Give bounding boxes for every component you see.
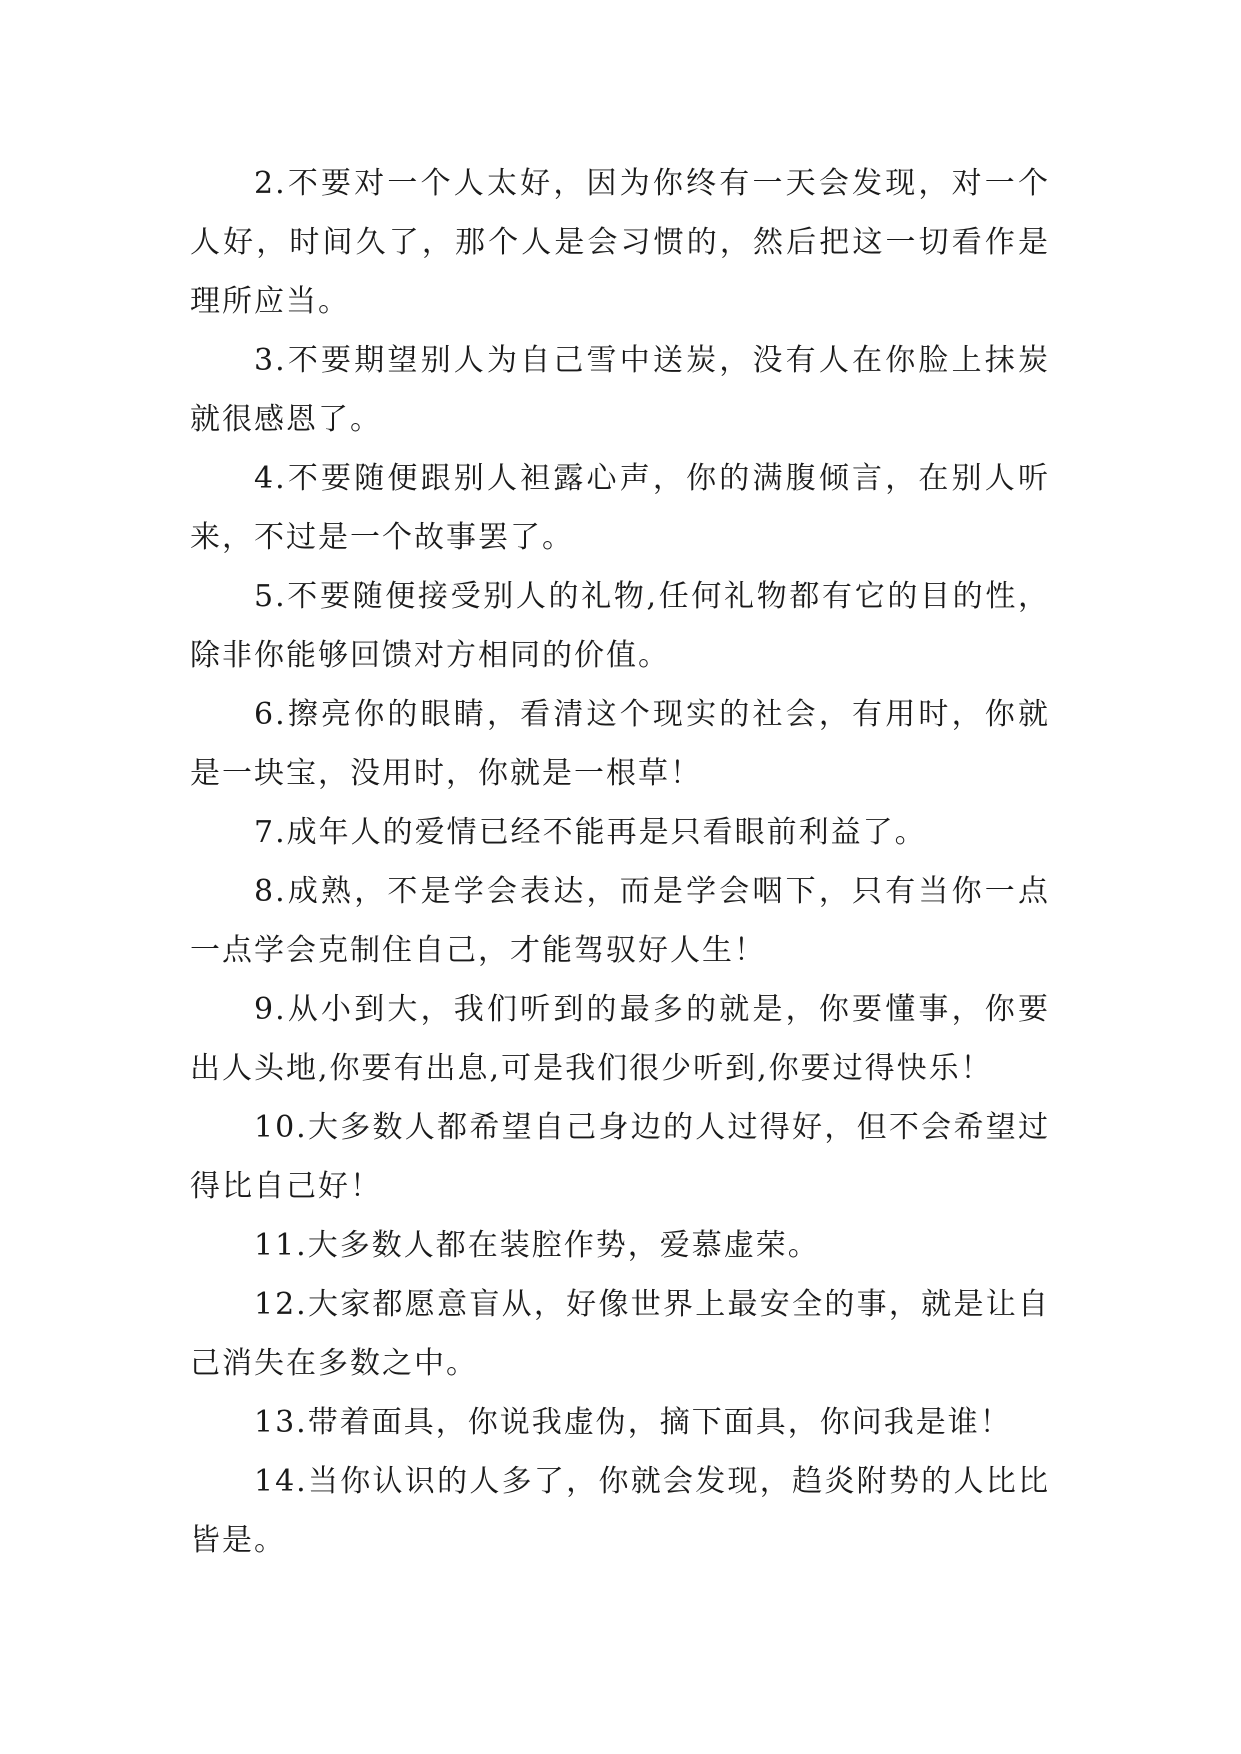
paragraph-5: 5.不要随便接受别人的礼物,任何礼物都有它的目的性，除非你能够回馈对方相同的价值。 (190, 579, 1050, 673)
paragraph-3: 3.不要期望别人为自己雪中送炭，没有人在你脸上抹炭就很感恩了。 (190, 343, 1050, 437)
paragraph-13: 13.带着面具，你说我虚伪，摘下面具，你问我是谁！ (254, 1405, 1012, 1440)
paragraph-7: 7.成年人的爱情已经不能再是只看眼前利益了。 (254, 815, 927, 850)
paragraph-4: 4.不要随便跟别人袒露心声，你的满腹倾言，在别人听来，不过是一个故事罢了。 (190, 461, 1050, 555)
paragraph-8: 8.成熟，不是学会表达，而是学会咽下，只有当你一点一点学会克制住自己，才能驾驭好人生！ (190, 874, 1050, 968)
paragraph-14: 14.当你认识的人多了，你就会发现，趋炎附势的人比比皆是。 (190, 1464, 1050, 1558)
paragraph-6: 6.擦亮你的眼睛，看清这个现实的社会，有用时，你就是一块宝，没用时，你就是一根草！ (190, 697, 1050, 791)
paragraph-10: 10.大多数人都希望自己身边的人过得好，但不会希望过得比自己好！ (190, 1110, 1050, 1204)
paragraph-9: 9.从小到大，我们听到的最多的就是，你要懂事，你要出人头地,你要有出息,可是我们很少听到,你要过得快乐！ (190, 992, 1050, 1086)
paragraph-12: 12.大家都愿意盲从，好像世界上最安全的事，就是让自己消失在多数之中。 (190, 1287, 1050, 1381)
document-body (190, 154, 1050, 1570)
paragraph-11: 11.大多数人都在装腔作势，爱慕虚荣。 (254, 1228, 820, 1263)
paragraph-2: 2.不要对一个人太好，因为你终有一天会发现，对一个人好，时间久了，那个人是会习惯的，然后把这一切看作是理所应当。 (190, 166, 1050, 319)
